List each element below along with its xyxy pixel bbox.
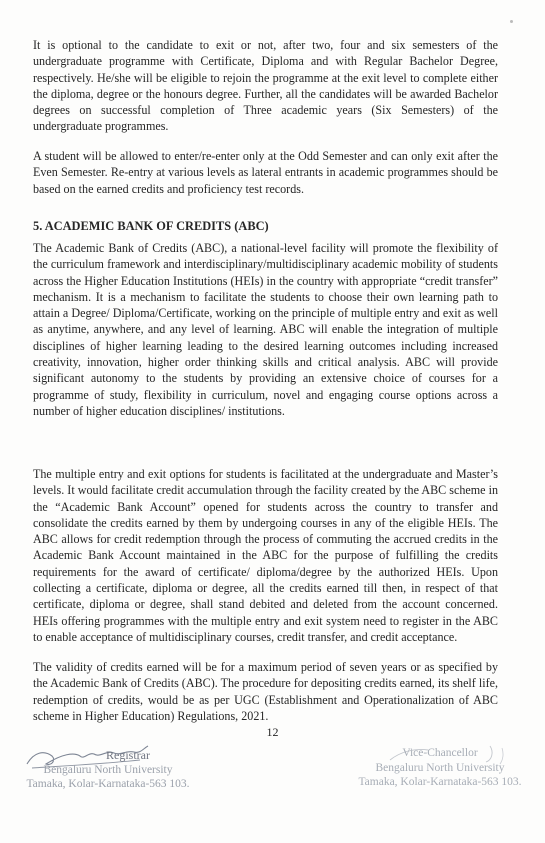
paragraph-text: The multiple entry and exit options for students is facilitated at the undergraduate and Master’s levels. It would facilitate credit accumulation through the facility created by the ABC scheme in the “Academic Bank Account” opened for students across the country to transfer and consolidate the credits earned by them by undergoing courses in any of the eligible HEIs. The ABC allows for credit redemption through the process of commuting the accrued credits in the Academic Bank Account maintained in the ABC for the purpose of fulfilling the credits requirements for the award of certificate/ diploma/degree by the authorized HEIs. Upon collecting a certificate, diploma or degree, all the credits earned till then, in respect of that certificate, diploma or degree, shall stand debited and deleted from the account concerned. HEIs offering programmes with the multiple entry and exit system need to register in the ABC to enable acceptance of multidisciplinary courses, credit transfer, and credit acceptance. bbox=[33, 467, 498, 644]
scan-speck bbox=[510, 20, 513, 23]
paragraph-reentry bbox=[33, 148, 498, 197]
paragraph-text: It is optional to the candidate to exit or not, after two, four and six semesters of the undergraduate programme with Certificate, Diploma and with Regular Bachelor Degree, respectively. He/she will be eligible to rejoin the programme at the exit level to complete either the diploma, degree or the honours degree. Further, all the candidates will be awarded Bachelor degrees on successful completion of Three academic years (Six Semesters) of the undergraduate programmes. bbox=[33, 38, 498, 134]
page-number: 12 bbox=[266, 725, 279, 739]
paragraph-multiple-entry-exit bbox=[33, 466, 498, 645]
paragraph-text: The Academic Bank of Credits (ABC), a national-level facility will promote the flexibility of the curriculum framework and interdisciplinary/multidisciplinary academic mobility of students across the Higher Education Institutions (HEIs) in the country with appropriate “credit transfer” mechanism. It is a mechanism to facilitate the students to choose their own learning path to attain a Degree/ Diploma/Certificate, working on the principle of multiple entry and exit as well as anytime, anywhere, and any level of learning. ABC will enable the integration of multiple disciplines of higher learning leading to the desired learning outcomes including increased creativity, innovation, higher order thinking skills and critical analysis. ABC will provide significant autonomy to the students by providing an extensive choice of courses for a programme of study, flexibility in curriculum, novel and engaging course options across a number of higher education disciplines/ institutions. bbox=[33, 241, 498, 418]
stamp-university: Bengaluru North University bbox=[375, 761, 505, 774]
stamp-address: Tamaka, Kolar-Karnataka-563 103. bbox=[26, 778, 190, 790]
paragraph-credit-validity bbox=[33, 659, 498, 724]
stamp-address: Tamaka, Kolar-Karnataka-563 103. bbox=[358, 776, 522, 788]
stamp-role: Registrar bbox=[106, 748, 150, 762]
stamp-role: Vice-Chancellor bbox=[402, 747, 478, 759]
paragraph-text: The validity of credits earned will be for a maximum period of seven years or as specified by the Academic Bank of Credits (ABC). The procedure for depositing credits earned, its shelf life, redemption of credits, would be as per UGC (Establishment and Operationalization of ABC scheme in Higher Education) Regulations, 2021. bbox=[33, 660, 498, 723]
section-heading: 5. ACADEMIC BANK OF CREDITS (ABC) bbox=[33, 219, 269, 233]
registrar-stamp bbox=[8, 748, 208, 792]
paragraph-abc-overview bbox=[33, 240, 498, 419]
paragraph-exit-options bbox=[33, 37, 498, 135]
vice-chancellor-stamp bbox=[340, 746, 540, 790]
paragraph-text: A student will be allowed to enter/re-enter only at the Odd Semester and can only exit after the Even Semester. Re-entry at various levels as lateral entrants in academic programmes should be based on the earned credits and proficiency test records. bbox=[33, 149, 498, 196]
stamp-university: Bengaluru North University bbox=[43, 763, 173, 776]
